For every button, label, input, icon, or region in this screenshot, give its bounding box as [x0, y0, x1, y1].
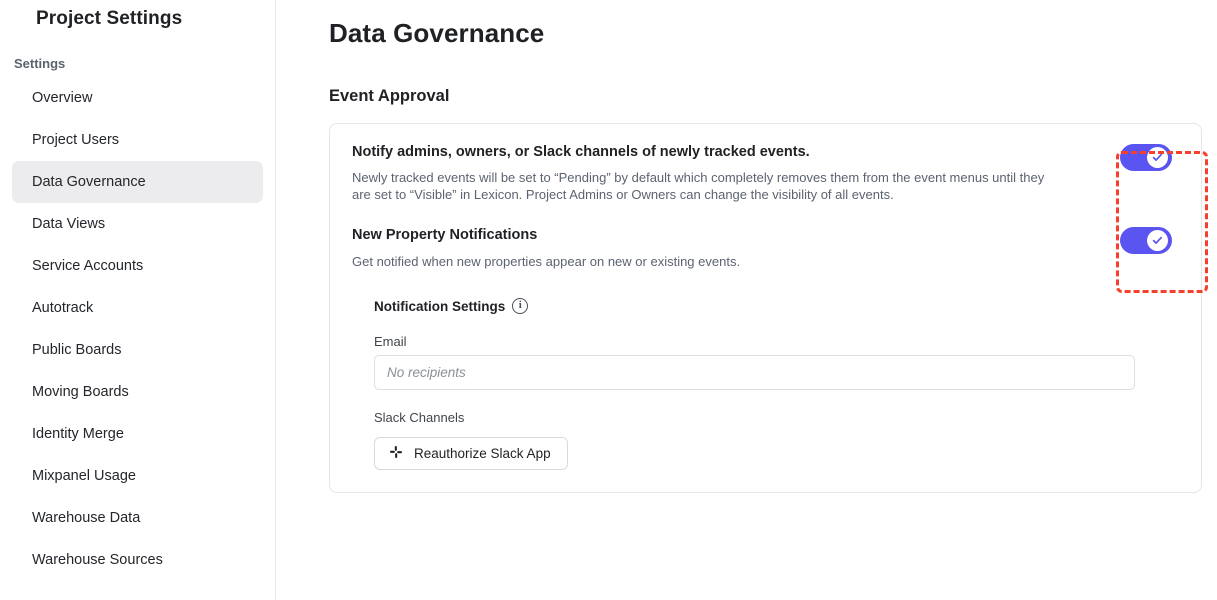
sidebar-item-identity-merge[interactable] — [12, 413, 263, 455]
page-title-sidebar: Project Settings — [36, 8, 183, 29]
sidebar-item-label: Identity Merge — [32, 426, 124, 442]
sidebar-item-service-accounts[interactable] — [12, 245, 263, 287]
section-title-event-approval: Event Approval — [329, 87, 450, 105]
sidebar-nav — [0, 77, 275, 581]
sidebar-item-project-users[interactable] — [12, 119, 263, 161]
sidebar-item-label: Project Users — [32, 132, 120, 148]
sidebar-item-label: Overview — [32, 90, 93, 106]
sidebar-item-data-views[interactable] — [12, 203, 263, 245]
sidebar-item-label: Moving Boards — [32, 384, 129, 400]
slack-channels-label: Slack Channels — [374, 410, 465, 425]
new-property-notifications-row — [352, 225, 1179, 270]
new-property-notifications-description: Get notified when new properties appear on new or existing events. — [352, 254, 741, 269]
check-icon — [1147, 147, 1168, 168]
sidebar — [0, 0, 276, 600]
event-approval-card — [329, 123, 1202, 493]
new-property-notifications-toggle-wrap — [1120, 225, 1179, 259]
info-icon[interactable]: i — [512, 298, 528, 314]
notification-settings-block — [374, 298, 1179, 470]
sidebar-item-warehouse-sources[interactable] — [12, 539, 263, 581]
sidebar-item-label: Warehouse Data — [32, 510, 141, 526]
notify-admins-toggle-wrap — [1120, 142, 1179, 176]
sidebar-item-label: Warehouse Sources — [32, 552, 163, 568]
sidebar-item-label: Mixpanel Usage — [32, 468, 136, 484]
notify-admins-heading: Notify admins, owners, or Slack channels of newly tracked events. — [352, 144, 810, 160]
reauthorize-slack-app-label: Reauthorize Slack App — [414, 446, 551, 461]
sidebar-item-data-governance[interactable] — [12, 161, 263, 203]
slack-icon — [388, 444, 404, 463]
main-content — [276, 0, 1217, 600]
check-icon — [1147, 230, 1168, 251]
sidebar-item-public-boards[interactable] — [12, 329, 263, 371]
sidebar-item-label: Data Views — [32, 216, 106, 232]
page-title: Data Governance — [329, 18, 545, 48]
sidebar-item-autotrack[interactable] — [12, 287, 263, 329]
sidebar-item-overview[interactable] — [12, 77, 263, 119]
sidebar-item-label: Autotrack — [32, 300, 94, 316]
sidebar-item-label: Service Accounts — [32, 258, 144, 274]
sidebar-item-warehouse-data[interactable] — [12, 497, 263, 539]
notify-admins-description: Newly tracked events will be set to “Pending” by default which completely removes them from the event menus until they are set to “Visible” in Lexicon. Project Admins or Owners can change the visibility of all events. — [352, 170, 1045, 202]
notify-admins-toggle[interactable] — [1120, 144, 1172, 171]
sidebar-section-label: Settings — [14, 56, 66, 71]
email-label: Email — [374, 334, 407, 349]
notification-settings-header — [374, 298, 1179, 314]
notify-admins-row — [352, 142, 1179, 203]
sidebar-item-label: Data Governance — [32, 174, 146, 190]
notification-settings-label: Notification Settings — [374, 298, 506, 314]
notify-admins-text — [352, 142, 1052, 203]
sidebar-item-label: Public Boards — [32, 342, 122, 358]
new-property-notifications-heading: New Property Notifications — [352, 227, 538, 243]
new-property-notifications-text — [352, 225, 740, 270]
sidebar-item-mixpanel-usage[interactable] — [12, 455, 263, 497]
reauthorize-slack-app-button[interactable] — [374, 437, 568, 470]
email-field[interactable] — [374, 355, 1135, 390]
sidebar-item-moving-boards[interactable] — [12, 371, 263, 413]
new-property-notifications-toggle[interactable] — [1120, 227, 1172, 254]
